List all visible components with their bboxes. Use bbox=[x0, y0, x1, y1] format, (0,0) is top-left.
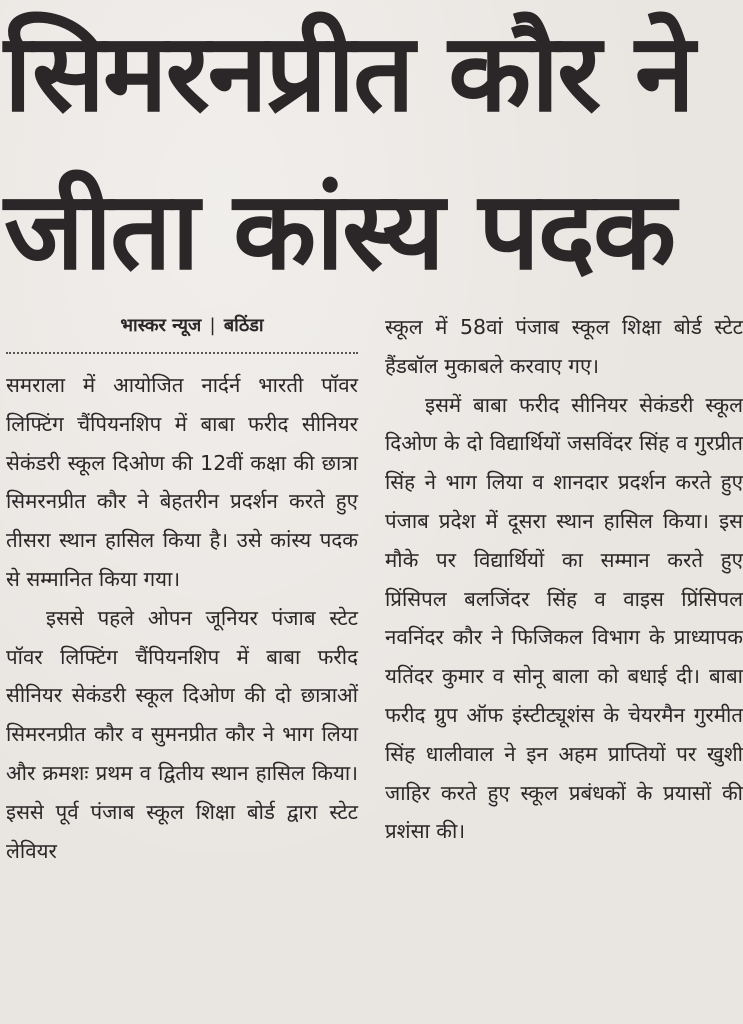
headline-line-2: जीता कांस्य पदक bbox=[4, 169, 675, 294]
body-paragraph: स्कूल में 58वां पंजाब स्कूल शिक्षा बोर्ड स्टेट हैंडबॉल मुकाबले करवाए गए। bbox=[385, 315, 743, 378]
headline-line-1: सिमरनप्रीत कौर ने bbox=[4, 11, 693, 136]
dateline-separator: | bbox=[209, 315, 216, 336]
body-paragraph: इससे पहले ओपन जूनियर पंजाब स्टेट पॉवर लिफ्टिंग चैंपियनशिप में बाबा फरीद सीनियर सेकंडरी स्कूल दिओण की दो छात्राओं सिमरनप्रीत कौर व सुमनप्रीत कौर ने भाग लिया और क्रमशः प्रथम व द्वितीय स्थान हासिल किया। इससे पूर्व पंजाब स्कूल शिक्षा बोर्ड द्वारा स्टेट लेवियर bbox=[6, 605, 358, 863]
dateline bbox=[6, 308, 358, 344]
dateline-divider bbox=[6, 352, 358, 354]
right-column bbox=[385, 308, 743, 851]
left-column bbox=[6, 308, 358, 870]
body-paragraph: समराला में आयोजित नार्दर्न भारती पॉवर लिफ्टिंग चैंपियनशिप में बाबा फरीद सीनियर सेकंडरी स्कूल दिओण की 12वीं कक्षा की छात्रा सिमरनप्रीत कौर ने बेहतरीन प्रदर्शन करते हुए तीसरा स्थान हासिल किया है। उसे कांस्य पदक से सम्मानित किया गया। bbox=[6, 373, 358, 591]
dateline-source: भास्कर न्यूज bbox=[120, 315, 202, 336]
body-paragraph: इसमें बाबा फरीद सीनियर सेकंडरी स्कूल दिओण के दो विद्यार्थियों जसविंदर सिंह व गुरप्रीत सिंह ने भाग लिया व शानदार प्रदर्शन करते हुए पंजाब प्रदेश में दूसरा स्थान हासिल किया। इस मौके पर विद्यार्थियों का सम्मान करते हुए प्रिंसिपल बलजिंदर सिंह व वाइस प्रिंसिपल नवनिंदर कौर ने फिजिकल विभाग के प्राध्यापक यतिंदर कुमार व सोनू बाला को बधाई दी। बाबा फरीद ग्रुप ऑफ इंस्टीट्यूशंस के चेयरमैन गुरमीत सिंह धालीवाल ने इन अहम प्राप्तियों पर खुशी जाहिर करते हुए स्कूल प्रबंधकों के प्रयासों की प्रशंसा की। bbox=[385, 392, 743, 844]
dateline-city: बठिंडा bbox=[223, 315, 264, 336]
